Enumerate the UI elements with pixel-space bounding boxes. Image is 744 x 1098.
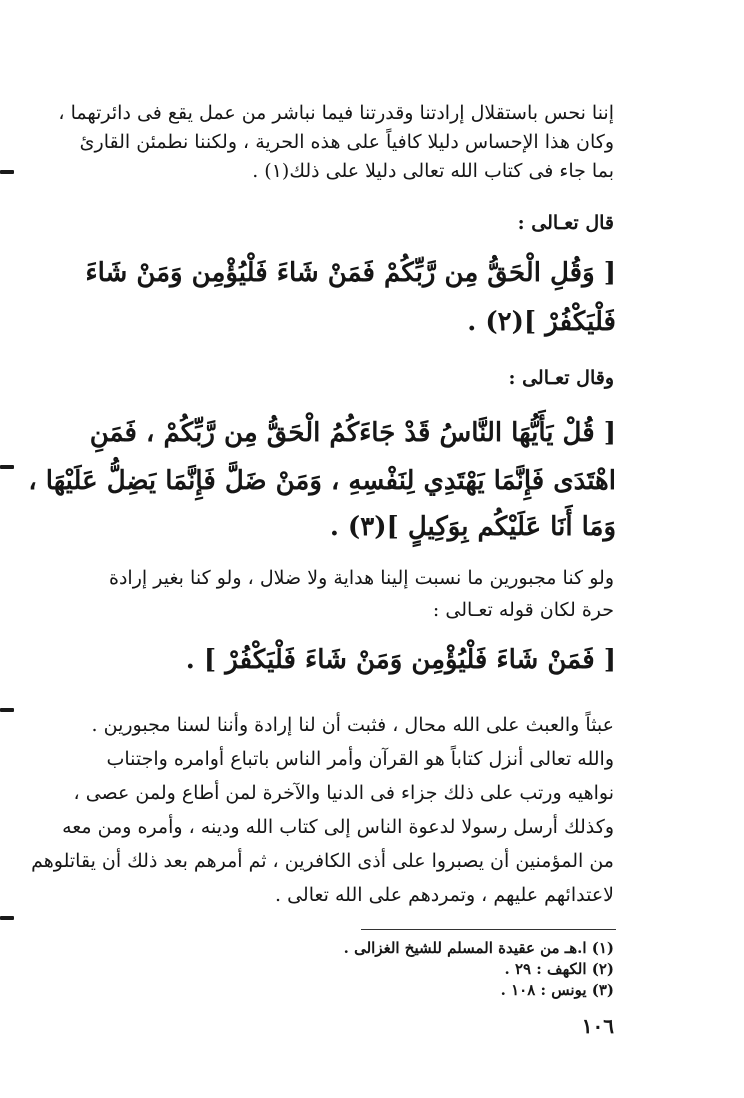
verse-intro-heading-2: وقال تعـالى : — [508, 367, 614, 389]
paragraph-1-line-1: إننا نحس باستقلال إرادتنا وقدرتنا فيما نباشر من عمل يقع فى دائرتهما ، — [58, 102, 614, 124]
quran-verse-1-line-1: [ وَقُلِ الْحَقُّ مِن رَّبِّكُمْ فَمَنْ شَاءَ فَلْيُؤْمِن وَمَنْ شَاءَ — [85, 258, 616, 288]
paragraph-2-line-1: ولو كنا مجبورين ما نسبت إلينا هداية ولا ضلال ، ولو كنا بغير إرادة — [109, 567, 614, 589]
margin-mark — [0, 708, 14, 712]
verse-intro-heading-1: قال تعـالى : — [517, 212, 614, 234]
footnote-divider — [361, 929, 616, 930]
footnote-2: (٢) الكهف : ٢٩ . — [504, 960, 614, 978]
footnote-3: (٣) يونس : ١٠٨ . — [500, 981, 614, 999]
quran-verse-2-line-3: وَمَا أَنَا عَلَيْكُم بِوَكِيلٍ ](٣) . — [329, 512, 616, 542]
quran-verse-2-line-1: [ قُلْ يَأَيُّهَا النَّاسُ قَدْ جَاءَكُمُ الْحَقُّ مِن رَّبِّكُمْ ، فَمَنِ — [89, 418, 616, 448]
paragraph-4-line-5: لاعتدائهم عليهم ، وتمردهم على الله تعالى . — [275, 884, 614, 906]
margin-mark — [0, 465, 14, 469]
paragraph-4-line-2: نواهيه ورتب على ذلك جزاء فى الدنيا والآخرة لمن أطاع ولمن عصى ، — [73, 782, 614, 804]
margin-mark — [0, 170, 14, 174]
paragraph-1-line-3: بما جاء فى كتاب الله تعالى دليلا على ذلك(١) . — [252, 160, 614, 182]
paragraph-2-line-2: حرة لكان قوله تعـالى : — [432, 599, 614, 621]
paragraph-1-line-2: وكان هذا الإحساس دليلا كافياً على هذه الحرية ، ولكننا نطمئن القارئ — [79, 131, 614, 153]
quran-verse-1-line-2: فَلْيَكْفُرْ ](٢) . — [467, 307, 616, 337]
paragraph-3: عبثاً والعبث على الله محال ، فثبت أن لنا إرادة وأننا لسنا مجبورين . — [91, 714, 614, 736]
paragraph-4-line-4: من المؤمنين أن يصبروا على أذى الكافرين ، ثم أمرهم بعد ذلك أن يقاتلوهم — [31, 850, 614, 872]
page-number: ١٠٦ — [581, 1014, 614, 1038]
quran-verse-3: [ فَمَنْ شَاءَ فَلْيُؤْمِن وَمَنْ شَاءَ فَلْيَكْفُرْ ] . — [185, 645, 616, 675]
paragraph-4-line-3: وكذلك أرسل رسولا لدعوة الناس إلى كتاب الله ودينه ، وأمره ومن معه — [62, 816, 614, 838]
quran-verse-2-line-2: اهْتَدَى فَإِنَّمَا يَهْتَدِي لِنَفْسِهِ ، وَمَنْ ضَلَّ فَإِنَّمَا يَضِلُّ عَلَيْهَا ، — [28, 466, 616, 496]
paragraph-4-line-1: والله تعالى أنزل كتاباً هو القرآن وأمر الناس باتباع أوامره واجتناب — [106, 748, 614, 770]
margin-mark — [0, 916, 14, 920]
footnote-1: (١) ا.هـ من عقيدة المسلم للشيخ الغزالى . — [343, 939, 614, 957]
